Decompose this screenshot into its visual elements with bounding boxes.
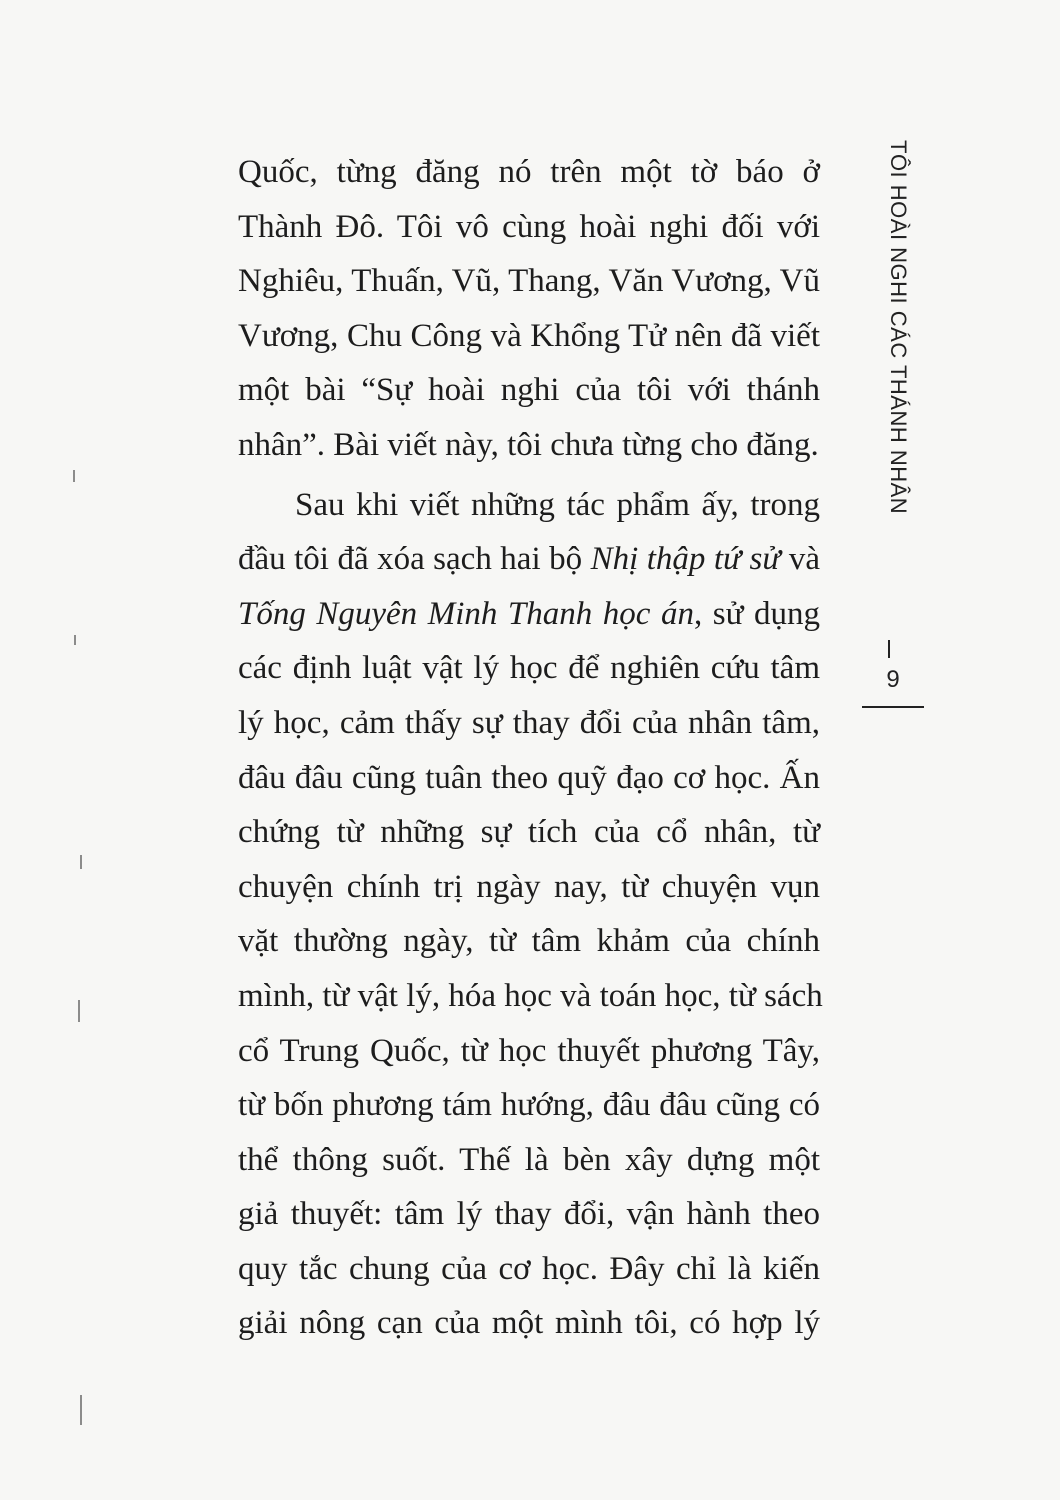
running-head [883,140,913,540]
text-segment: , sử dụng [693,595,820,632]
page-number-block [862,640,924,712]
text-line: Vương, Chu Công và Khổng Tử nên đã viết [238,317,820,354]
text-line: vặt thường ngày, từ tâm khảm của chính [238,923,820,960]
scan-mark [73,470,75,482]
text-line: chứng từ những sự tích của cổ nhân, từ [238,814,820,851]
text-line: Nghiêu, Thuấn, Vũ, Thang, Văn Vương, Vũ [238,263,820,300]
text-line: giả thuyết: tâm lý thay đổi, vận hành theo [238,1196,820,1233]
text-segment: đầu tôi đã xóa sạch hai bộ [238,541,591,578]
text-line: cổ Trung Quốc, từ học thuyết phương Tây, [238,1032,820,1069]
text-line: thể thông suốt. Thế là bèn xây dựng một [238,1141,820,1178]
page-number: 9 [886,666,900,693]
scan-mark [80,1395,82,1425]
text-line-paragraph-end: nhân”. Bài viết này, tôi chưa từng cho đăng. [238,426,819,463]
running-head-text: TÔI HOÀI NGHI CÁC THÁNH NHÂN [886,140,911,515]
text-segment: và [780,541,820,578]
scan-mark [74,635,76,645]
text-line: chuyện chính trị ngày nay, từ chuyện vụn [238,868,820,905]
text-line: Quốc, từng đăng nó trên một tờ báo ở [238,154,820,190]
text-line: Thành Đô. Tôi vô cùng hoài nghi đối với [238,208,820,245]
text-line-paragraph-start: Sau khi viết những tác phẩm ấy, trong [295,486,820,523]
folio-rule-horizontal [862,706,924,708]
scan-mark [80,855,82,869]
text-line: quy tắc chung của cơ học. Đây chỉ là kiến [238,1250,820,1287]
text-line-with-italic [238,532,820,587]
text-line: mình, từ vật lý, hóa học và toán học, từ sách [238,977,823,1014]
text-line: một bài “Sự hoài nghi của tôi với thánh [238,372,820,409]
book-title-italic: Tống Nguyên Minh Thanh học án [238,595,694,632]
folio-rule-vertical [888,640,890,658]
book-title-italic: Nhị thập tứ sử [590,541,781,578]
text-line: lý học, cảm thấy sự thay đổi của nhân tâm, [238,704,820,741]
text-line: các định luật vật lý học để nghiên cứu tâm [238,650,820,687]
text-line: giải nông cạn của một mình tôi, có hợp lý [238,1305,820,1342]
text-line: từ bốn phương tám hướng, đâu đâu cũng có [238,1087,820,1124]
text-line-with-italic [238,587,820,642]
text-line: đâu đâu cũng tuân theo quỹ đạo cơ học. Ấn [238,759,820,796]
body-text [238,145,823,1351]
scan-mark [78,1000,80,1022]
